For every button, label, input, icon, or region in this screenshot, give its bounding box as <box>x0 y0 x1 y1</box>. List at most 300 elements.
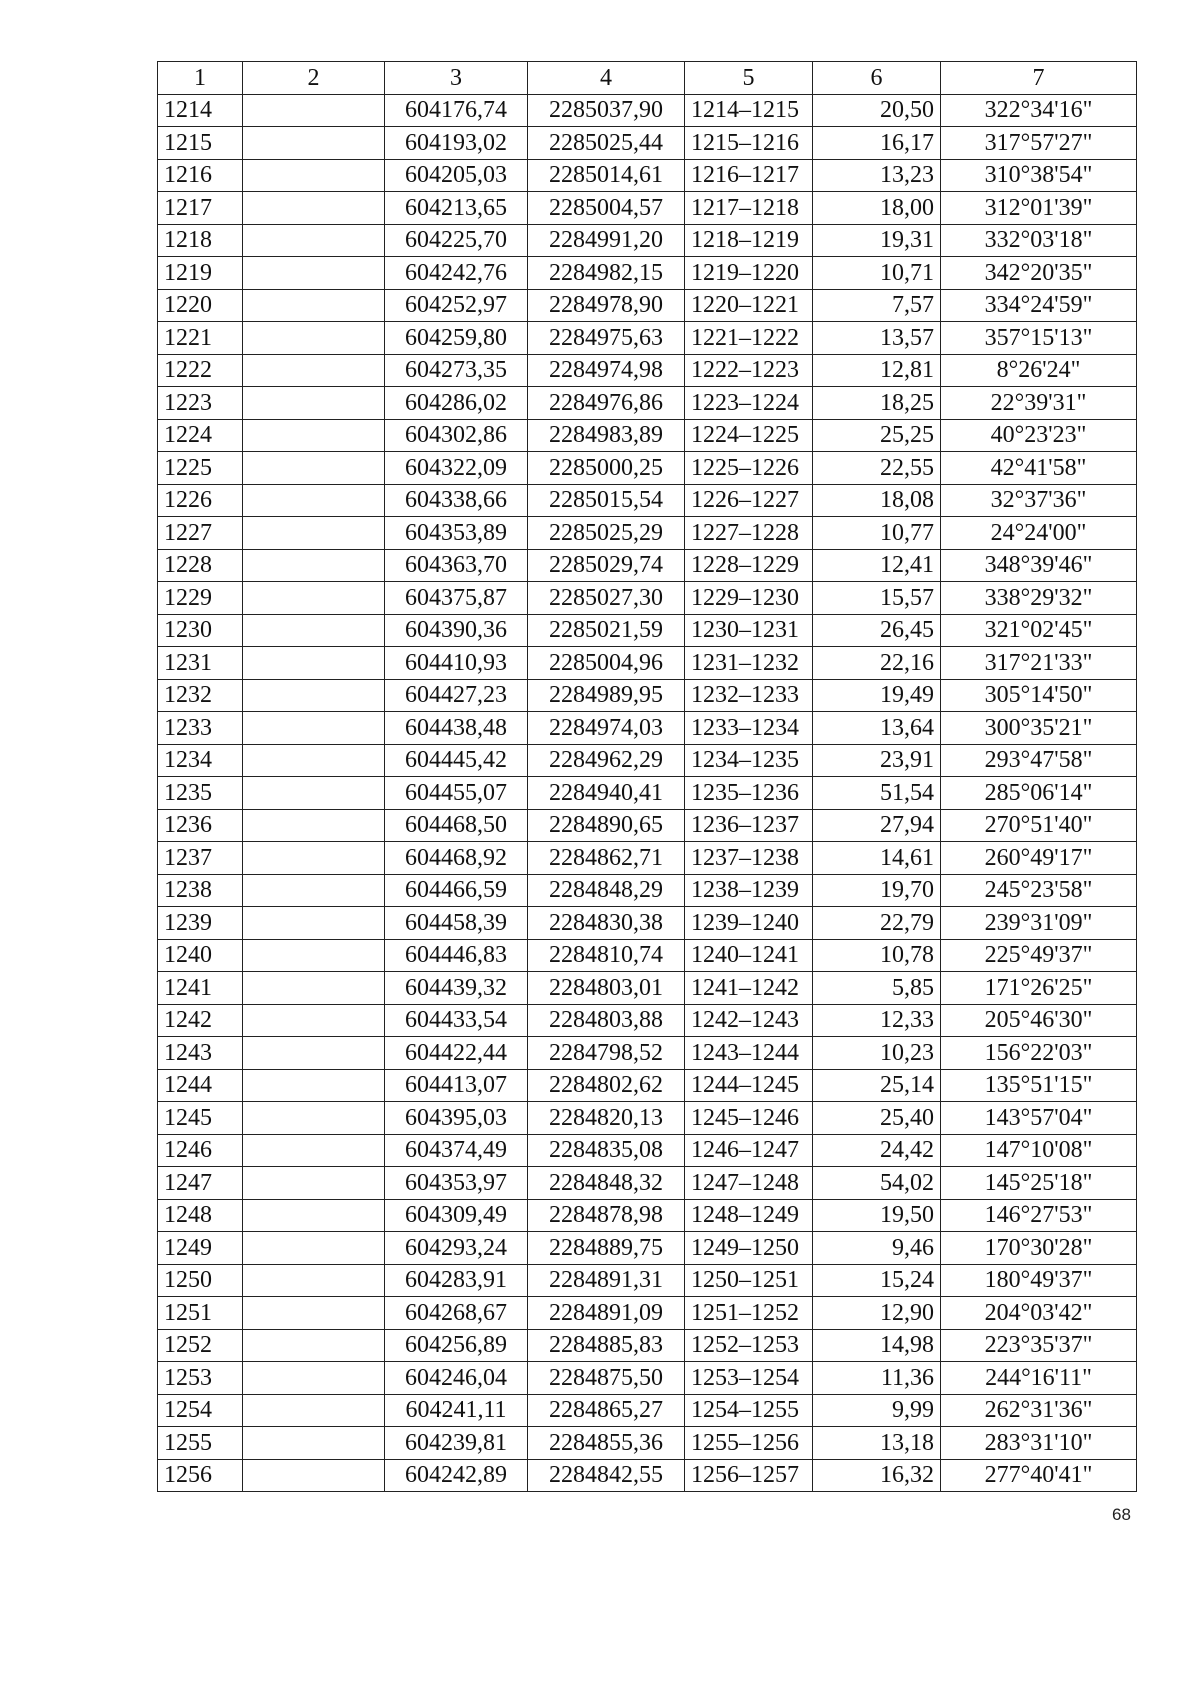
column-header-5: 5 <box>685 62 813 95</box>
coordinate-x-cell: 604445,42 <box>385 744 528 777</box>
bearing-cell: 332°03'18" <box>941 224 1137 257</box>
table-row <box>158 1134 1137 1167</box>
bearing-cell: 40°23'23" <box>941 419 1137 452</box>
point-number-cell: 1228 <box>158 549 243 582</box>
distance-cell: 10,71 <box>813 257 941 290</box>
distance-cell: 19,49 <box>813 679 941 712</box>
column-2-cell <box>243 257 385 290</box>
bearing-cell: 338°29'32" <box>941 582 1137 615</box>
coordinate-x-cell: 604438,48 <box>385 712 528 745</box>
distance-cell: 14,61 <box>813 842 941 875</box>
segment-cell: 1216–1217 <box>685 159 813 192</box>
segment-cell: 1237–1238 <box>685 842 813 875</box>
distance-cell: 51,54 <box>813 777 941 810</box>
table-row <box>158 517 1137 550</box>
column-header-7: 7 <box>941 62 1137 95</box>
distance-cell: 19,31 <box>813 224 941 257</box>
coordinate-y-cell: 2284848,32 <box>528 1167 685 1200</box>
bearing-cell: 239°31'09" <box>941 907 1137 940</box>
segment-cell: 1224–1225 <box>685 419 813 452</box>
segment-cell: 1217–1218 <box>685 192 813 225</box>
bearing-cell: 283°31'10" <box>941 1427 1137 1460</box>
distance-cell: 27,94 <box>813 809 941 842</box>
table-row <box>158 972 1137 1005</box>
column-2-cell <box>243 159 385 192</box>
table-row <box>158 712 1137 745</box>
point-number-cell: 1254 <box>158 1394 243 1427</box>
coordinate-y-cell: 2284835,08 <box>528 1134 685 1167</box>
distance-cell: 13,23 <box>813 159 941 192</box>
coordinate-x-cell: 604353,89 <box>385 517 528 550</box>
column-2-cell <box>243 1134 385 1167</box>
coordinate-x-cell: 604390,36 <box>385 614 528 647</box>
distance-cell: 14,98 <box>813 1329 941 1362</box>
segment-cell: 1239–1240 <box>685 907 813 940</box>
column-2-cell <box>243 1427 385 1460</box>
distance-cell: 16,17 <box>813 127 941 160</box>
coordinate-y-cell: 2285014,61 <box>528 159 685 192</box>
distance-cell: 22,16 <box>813 647 941 680</box>
coordinate-x-cell: 604338,66 <box>385 484 528 517</box>
point-number-cell: 1243 <box>158 1037 243 1070</box>
coordinate-y-cell: 2284803,01 <box>528 972 685 1005</box>
table-row <box>158 387 1137 420</box>
segment-cell: 1250–1251 <box>685 1264 813 1297</box>
column-2-cell <box>243 972 385 1005</box>
bearing-cell: 225°49'37" <box>941 939 1137 972</box>
segment-cell: 1221–1222 <box>685 322 813 355</box>
distance-cell: 10,78 <box>813 939 941 972</box>
column-2-cell <box>243 94 385 127</box>
table-row <box>158 647 1137 680</box>
point-number-cell: 1232 <box>158 679 243 712</box>
bearing-cell: 32°37'36" <box>941 484 1137 517</box>
coordinate-y-cell: 2284878,98 <box>528 1199 685 1232</box>
segment-cell: 1223–1224 <box>685 387 813 420</box>
coordinate-y-cell: 2285004,96 <box>528 647 685 680</box>
column-2-cell <box>243 549 385 582</box>
column-2-cell <box>243 484 385 517</box>
coordinate-x-cell: 604241,11 <box>385 1394 528 1427</box>
coordinate-x-cell: 604468,92 <box>385 842 528 875</box>
coordinate-x-cell: 604395,03 <box>385 1102 528 1135</box>
coordinate-y-cell: 2285015,54 <box>528 484 685 517</box>
coordinate-x-cell: 604455,07 <box>385 777 528 810</box>
bearing-cell: 22°39'31" <box>941 387 1137 420</box>
distance-cell: 24,42 <box>813 1134 941 1167</box>
segment-cell: 1251–1252 <box>685 1297 813 1330</box>
point-number-cell: 1238 <box>158 874 243 907</box>
point-number-cell: 1252 <box>158 1329 243 1362</box>
segment-cell: 1214–1215 <box>685 94 813 127</box>
table-row <box>158 1102 1137 1135</box>
coordinate-y-cell: 2285000,25 <box>528 452 685 485</box>
coordinate-x-cell: 604213,65 <box>385 192 528 225</box>
segment-cell: 1243–1244 <box>685 1037 813 1070</box>
distance-cell: 12,41 <box>813 549 941 582</box>
coordinate-x-cell: 604433,54 <box>385 1004 528 1037</box>
coordinate-y-cell: 2285004,57 <box>528 192 685 225</box>
coordinate-x-cell: 604375,87 <box>385 582 528 615</box>
point-number-cell: 1215 <box>158 127 243 160</box>
segment-cell: 1228–1229 <box>685 549 813 582</box>
distance-cell: 15,57 <box>813 582 941 615</box>
point-number-cell: 1224 <box>158 419 243 452</box>
table-row <box>158 192 1137 225</box>
point-number-cell: 1233 <box>158 712 243 745</box>
header-row <box>158 62 1137 95</box>
coordinate-x-cell: 604410,93 <box>385 647 528 680</box>
coordinate-x-cell: 604268,67 <box>385 1297 528 1330</box>
bearing-cell: 42°41'58" <box>941 452 1137 485</box>
table-row <box>158 354 1137 387</box>
bearing-cell: 145°25'18" <box>941 1167 1137 1200</box>
segment-cell: 1227–1228 <box>685 517 813 550</box>
coordinate-y-cell: 2284830,38 <box>528 907 685 940</box>
bearing-cell: 244°16'11" <box>941 1362 1137 1395</box>
point-number-cell: 1236 <box>158 809 243 842</box>
column-2-cell <box>243 387 385 420</box>
table-row <box>158 257 1137 290</box>
column-2-cell <box>243 874 385 907</box>
coordinate-x-cell: 604374,49 <box>385 1134 528 1167</box>
point-number-cell: 1240 <box>158 939 243 972</box>
table-row <box>158 842 1137 875</box>
column-2-cell <box>243 1004 385 1037</box>
point-number-cell: 1234 <box>158 744 243 777</box>
bearing-cell: 312°01'39" <box>941 192 1137 225</box>
coordinate-y-cell: 2284891,31 <box>528 1264 685 1297</box>
segment-cell: 1248–1249 <box>685 1199 813 1232</box>
distance-cell: 13,57 <box>813 322 941 355</box>
distance-cell: 18,00 <box>813 192 941 225</box>
coordinate-x-cell: 604273,35 <box>385 354 528 387</box>
point-number-cell: 1217 <box>158 192 243 225</box>
coordinate-y-cell: 2284865,27 <box>528 1394 685 1427</box>
segment-cell: 1245–1246 <box>685 1102 813 1135</box>
column-header-3: 3 <box>385 62 528 95</box>
distance-cell: 20,50 <box>813 94 941 127</box>
table-row <box>158 1004 1137 1037</box>
distance-cell: 54,02 <box>813 1167 941 1200</box>
distance-cell: 12,33 <box>813 1004 941 1037</box>
coordinate-x-cell: 604413,07 <box>385 1069 528 1102</box>
column-2-cell <box>243 1199 385 1232</box>
segment-cell: 1231–1232 <box>685 647 813 680</box>
distance-cell: 22,79 <box>813 907 941 940</box>
coordinate-x-cell: 604309,49 <box>385 1199 528 1232</box>
coordinate-x-cell: 604239,81 <box>385 1427 528 1460</box>
coordinate-x-cell: 604353,97 <box>385 1167 528 1200</box>
table-body <box>158 94 1137 1492</box>
distance-cell: 19,70 <box>813 874 941 907</box>
distance-cell: 18,08 <box>813 484 941 517</box>
distance-cell: 26,45 <box>813 614 941 647</box>
point-number-cell: 1222 <box>158 354 243 387</box>
column-2-cell <box>243 744 385 777</box>
column-2-cell <box>243 1102 385 1135</box>
table-row <box>158 1069 1137 1102</box>
page-number: 68 <box>1112 1505 1131 1524</box>
table-row <box>158 127 1137 160</box>
segment-cell: 1229–1230 <box>685 582 813 615</box>
coordinate-x-cell: 604246,04 <box>385 1362 528 1395</box>
column-2-cell <box>243 1232 385 1265</box>
coordinate-y-cell: 2284862,71 <box>528 842 685 875</box>
table-row <box>158 1199 1137 1232</box>
column-2-cell <box>243 419 385 452</box>
coordinate-y-cell: 2284940,41 <box>528 777 685 810</box>
segment-cell: 1254–1255 <box>685 1394 813 1427</box>
segment-cell: 1222–1223 <box>685 354 813 387</box>
table-row <box>158 549 1137 582</box>
table-row <box>158 874 1137 907</box>
coordinate-x-cell: 604427,23 <box>385 679 528 712</box>
coordinate-y-cell: 2284848,29 <box>528 874 685 907</box>
distance-cell: 15,24 <box>813 1264 941 1297</box>
point-number-cell: 1223 <box>158 387 243 420</box>
coordinate-x-cell: 604446,83 <box>385 939 528 972</box>
coordinate-x-cell: 604242,76 <box>385 257 528 290</box>
point-number-cell: 1230 <box>158 614 243 647</box>
column-2-cell <box>243 1264 385 1297</box>
coordinate-x-cell: 604458,39 <box>385 907 528 940</box>
column-2-cell <box>243 712 385 745</box>
table-row <box>158 1264 1137 1297</box>
coordinate-x-cell: 604439,32 <box>385 972 528 1005</box>
bearing-cell: 180°49'37" <box>941 1264 1137 1297</box>
coordinate-x-cell: 604302,86 <box>385 419 528 452</box>
bearing-cell: 348°39'46" <box>941 549 1137 582</box>
table-row <box>158 614 1137 647</box>
column-2-cell <box>243 1459 385 1492</box>
coordinate-x-cell: 604322,09 <box>385 452 528 485</box>
coordinate-x-cell: 604283,91 <box>385 1264 528 1297</box>
segment-cell: 1242–1243 <box>685 1004 813 1037</box>
distance-cell: 11,36 <box>813 1362 941 1395</box>
column-2-cell <box>243 679 385 712</box>
distance-cell: 19,50 <box>813 1199 941 1232</box>
distance-cell: 12,90 <box>813 1297 941 1330</box>
bearing-cell: 334°24'59" <box>941 289 1137 322</box>
table-row <box>158 907 1137 940</box>
coordinate-y-cell: 2284875,50 <box>528 1362 685 1395</box>
point-number-cell: 1239 <box>158 907 243 940</box>
bearing-cell: 143°57'04" <box>941 1102 1137 1135</box>
column-2-cell <box>243 939 385 972</box>
column-header-4: 4 <box>528 62 685 95</box>
table-row <box>158 1329 1137 1362</box>
coordinate-y-cell: 2284962,29 <box>528 744 685 777</box>
column-2-cell <box>243 354 385 387</box>
distance-cell: 9,99 <box>813 1394 941 1427</box>
bearing-cell: 170°30'28" <box>941 1232 1137 1265</box>
coordinate-y-cell: 2284891,09 <box>528 1297 685 1330</box>
coordinate-y-cell: 2285025,29 <box>528 517 685 550</box>
point-number-cell: 1248 <box>158 1199 243 1232</box>
table-row <box>158 94 1137 127</box>
segment-cell: 1249–1250 <box>685 1232 813 1265</box>
column-2-cell <box>243 192 385 225</box>
bearing-cell: 322°34'16" <box>941 94 1137 127</box>
bearing-cell: 8°26'24" <box>941 354 1137 387</box>
table-row <box>158 809 1137 842</box>
point-number-cell: 1253 <box>158 1362 243 1395</box>
coordinate-y-cell: 2284842,55 <box>528 1459 685 1492</box>
segment-cell: 1252–1253 <box>685 1329 813 1362</box>
coordinate-x-cell: 604286,02 <box>385 387 528 420</box>
column-2-cell <box>243 907 385 940</box>
coordinate-x-cell: 604466,59 <box>385 874 528 907</box>
coordinate-y-cell: 2285037,90 <box>528 94 685 127</box>
table-row <box>158 1427 1137 1460</box>
coordinate-y-cell: 2284982,15 <box>528 257 685 290</box>
segment-cell: 1226–1227 <box>685 484 813 517</box>
table-row <box>158 159 1137 192</box>
column-2-cell <box>243 289 385 322</box>
segment-cell: 1241–1242 <box>685 972 813 1005</box>
point-number-cell: 1251 <box>158 1297 243 1330</box>
coordinate-x-cell: 604259,80 <box>385 322 528 355</box>
coordinate-y-cell: 2285025,44 <box>528 127 685 160</box>
segment-cell: 1240–1241 <box>685 939 813 972</box>
column-2-cell <box>243 614 385 647</box>
table-row <box>158 744 1137 777</box>
point-number-cell: 1249 <box>158 1232 243 1265</box>
distance-cell: 7,57 <box>813 289 941 322</box>
segment-cell: 1233–1234 <box>685 712 813 745</box>
bearing-cell: 293°47'58" <box>941 744 1137 777</box>
coordinate-y-cell: 2285027,30 <box>528 582 685 615</box>
point-number-cell: 1231 <box>158 647 243 680</box>
column-header-2: 2 <box>243 62 385 95</box>
distance-cell: 5,85 <box>813 972 941 1005</box>
coordinates-table <box>157 61 1137 1492</box>
column-2-cell <box>243 1069 385 1102</box>
distance-cell: 23,91 <box>813 744 941 777</box>
point-number-cell: 1218 <box>158 224 243 257</box>
segment-cell: 1234–1235 <box>685 744 813 777</box>
point-number-cell: 1214 <box>158 94 243 127</box>
table-row <box>158 679 1137 712</box>
point-number-cell: 1225 <box>158 452 243 485</box>
bearing-cell: 321°02'45" <box>941 614 1137 647</box>
segment-cell: 1218–1219 <box>685 224 813 257</box>
column-2-cell <box>243 809 385 842</box>
column-2-cell <box>243 1394 385 1427</box>
coordinate-y-cell: 2284810,74 <box>528 939 685 972</box>
coordinate-x-cell: 604422,44 <box>385 1037 528 1070</box>
table-row <box>158 1394 1137 1427</box>
segment-cell: 1238–1239 <box>685 874 813 907</box>
column-2-cell <box>243 127 385 160</box>
bearing-cell: 245°23'58" <box>941 874 1137 907</box>
column-2-cell <box>243 1037 385 1070</box>
table-row <box>158 322 1137 355</box>
distance-cell: 25,40 <box>813 1102 941 1135</box>
bearing-cell: 24°24'00" <box>941 517 1137 550</box>
distance-cell: 10,23 <box>813 1037 941 1070</box>
distance-cell: 22,55 <box>813 452 941 485</box>
coordinate-y-cell: 2284885,83 <box>528 1329 685 1362</box>
point-number-cell: 1250 <box>158 1264 243 1297</box>
column-2-cell <box>243 517 385 550</box>
bearing-cell: 317°21'33" <box>941 647 1137 680</box>
segment-cell: 1247–1248 <box>685 1167 813 1200</box>
coordinate-y-cell: 2284983,89 <box>528 419 685 452</box>
distance-cell: 25,25 <box>813 419 941 452</box>
point-number-cell: 1216 <box>158 159 243 192</box>
point-number-cell: 1246 <box>158 1134 243 1167</box>
coordinate-y-cell: 2284989,95 <box>528 679 685 712</box>
point-number-cell: 1245 <box>158 1102 243 1135</box>
table-row <box>158 452 1137 485</box>
table-row <box>158 1167 1137 1200</box>
coordinate-y-cell: 2284820,13 <box>528 1102 685 1135</box>
segment-cell: 1220–1221 <box>685 289 813 322</box>
coordinate-y-cell: 2284976,86 <box>528 387 685 420</box>
segment-cell: 1235–1236 <box>685 777 813 810</box>
table-row <box>158 224 1137 257</box>
table-row <box>158 419 1137 452</box>
coordinate-x-cell: 604193,02 <box>385 127 528 160</box>
point-number-cell: 1242 <box>158 1004 243 1037</box>
coordinate-x-cell: 604363,70 <box>385 549 528 582</box>
coordinate-y-cell: 2284890,65 <box>528 809 685 842</box>
bearing-cell: 147°10'08" <box>941 1134 1137 1167</box>
point-number-cell: 1256 <box>158 1459 243 1492</box>
coordinate-y-cell: 2284975,63 <box>528 322 685 355</box>
coordinate-y-cell: 2284974,03 <box>528 712 685 745</box>
column-2-cell <box>243 1329 385 1362</box>
point-number-cell: 1219 <box>158 257 243 290</box>
bearing-cell: 146°27'53" <box>941 1199 1137 1232</box>
distance-cell: 25,14 <box>813 1069 941 1102</box>
column-2-cell <box>243 322 385 355</box>
coordinate-x-cell: 604252,97 <box>385 289 528 322</box>
bearing-cell: 300°35'21" <box>941 712 1137 745</box>
point-number-cell: 1247 <box>158 1167 243 1200</box>
column-2-cell <box>243 1297 385 1330</box>
point-number-cell: 1244 <box>158 1069 243 1102</box>
point-number-cell: 1227 <box>158 517 243 550</box>
column-2-cell <box>243 1167 385 1200</box>
bearing-cell: 285°06'14" <box>941 777 1137 810</box>
coordinate-y-cell: 2284974,98 <box>528 354 685 387</box>
table-row <box>158 777 1137 810</box>
table-row <box>158 939 1137 972</box>
point-number-cell: 1220 <box>158 289 243 322</box>
table-row <box>158 1459 1137 1492</box>
coordinate-x-cell: 604468,50 <box>385 809 528 842</box>
segment-cell: 1215–1216 <box>685 127 813 160</box>
bearing-cell: 156°22'03" <box>941 1037 1137 1070</box>
segment-cell: 1255–1256 <box>685 1427 813 1460</box>
bearing-cell: 223°35'37" <box>941 1329 1137 1362</box>
table-row <box>158 1232 1137 1265</box>
coordinate-x-cell: 604176,74 <box>385 94 528 127</box>
column-header-1: 1 <box>158 62 243 95</box>
bearing-cell: 262°31'36" <box>941 1394 1137 1427</box>
coordinate-x-cell: 604242,89 <box>385 1459 528 1492</box>
coordinate-y-cell: 2285021,59 <box>528 614 685 647</box>
table-row <box>158 582 1137 615</box>
point-number-cell: 1241 <box>158 972 243 1005</box>
bearing-cell: 317°57'27" <box>941 127 1137 160</box>
point-number-cell: 1235 <box>158 777 243 810</box>
coordinate-x-cell: 604205,03 <box>385 159 528 192</box>
bearing-cell: 260°49'17" <box>941 842 1137 875</box>
